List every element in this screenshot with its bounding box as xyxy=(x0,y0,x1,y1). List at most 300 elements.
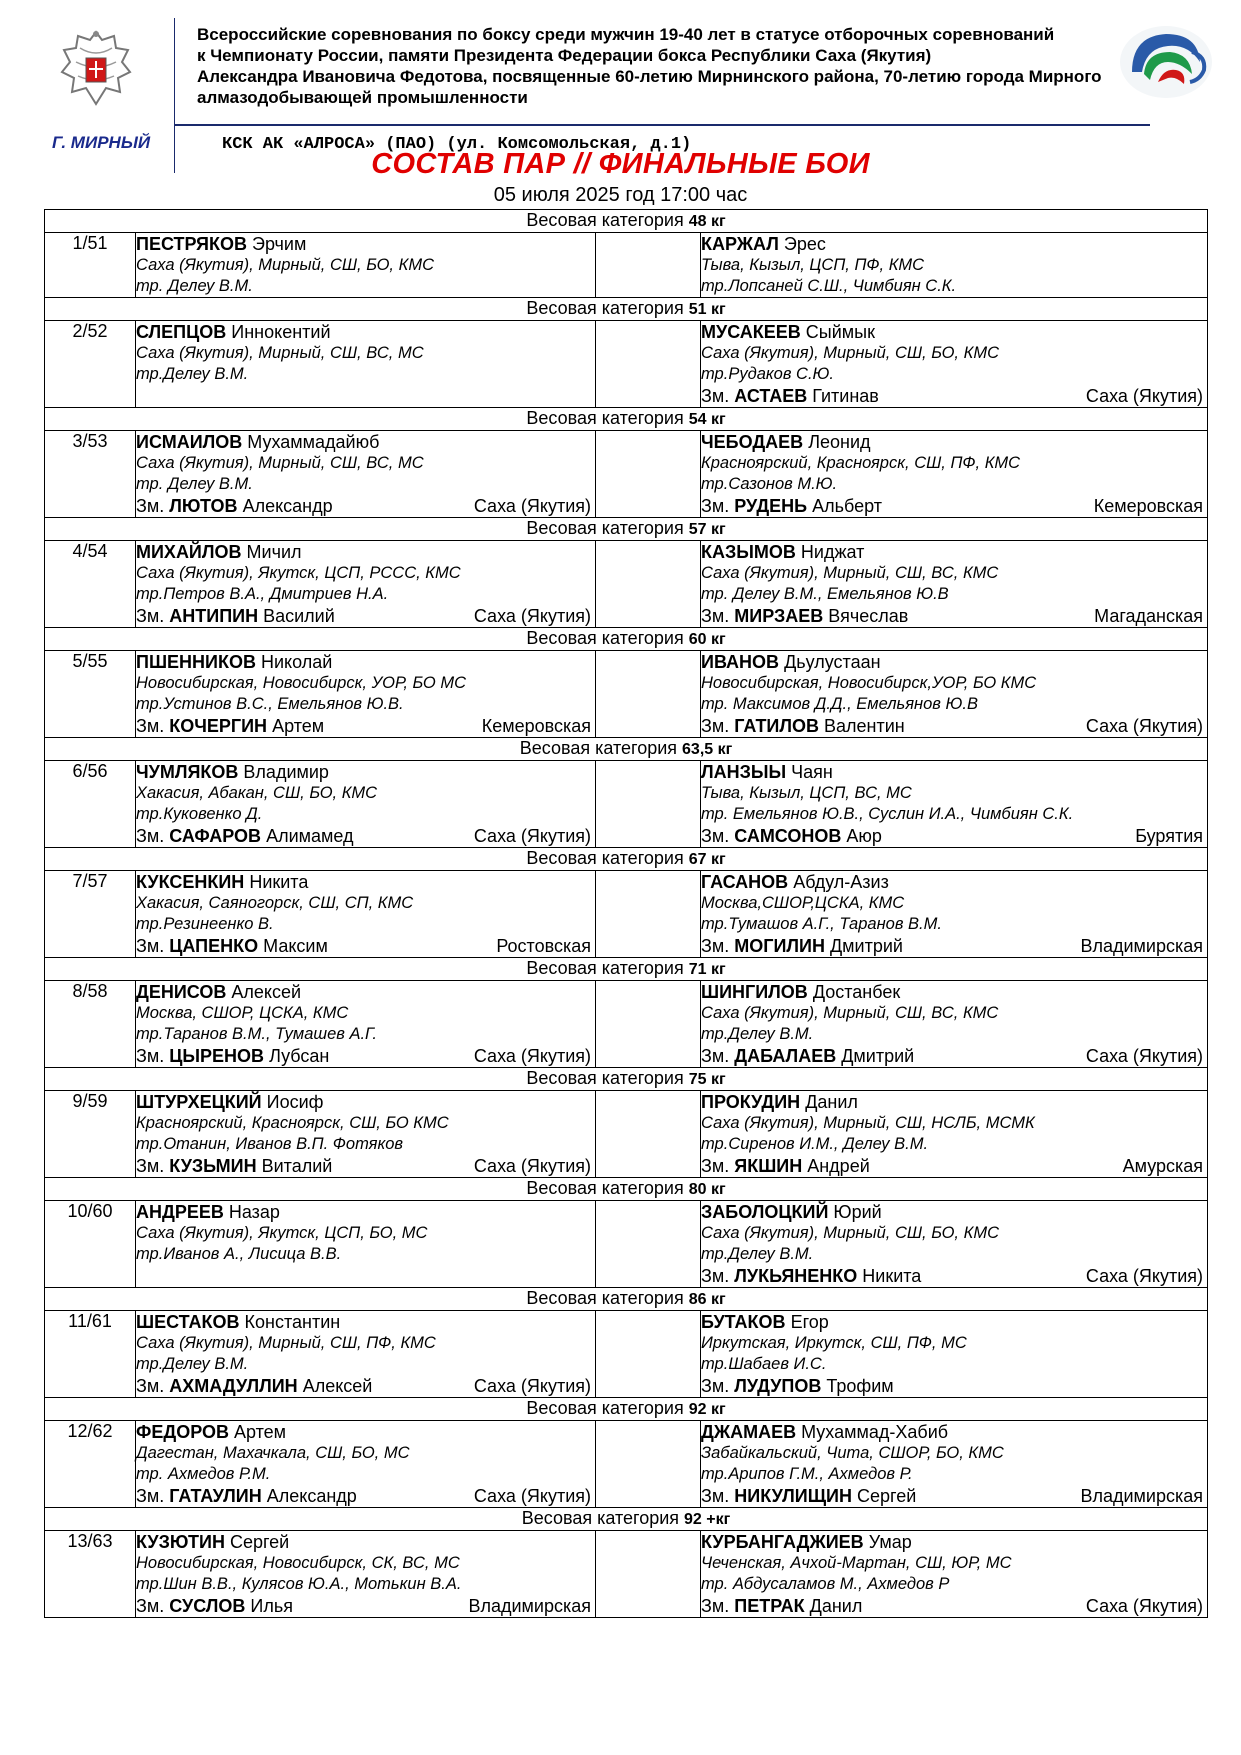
weight-category-value: 80 кг xyxy=(688,1181,726,1198)
boxer-info-line: Новосибирская, Новосибирск, УОР, БО МС xyxy=(136,674,467,692)
boxer-info-line: тр.Шин В.В., Кулясов Ю.А., Мотькин В.А. xyxy=(136,1575,462,1593)
boxer-info-line: тр. Ахмедов Р.М. xyxy=(136,1465,271,1483)
boxer-surname: МИХАЙЛОВ xyxy=(136,542,242,562)
substitute-first-name: Дмитрий xyxy=(829,936,903,956)
substitute-prefix: Зм. xyxy=(701,496,730,516)
boxer-first-name: Абдул-Азиз xyxy=(793,872,889,892)
boxer-info-line: тр.Арипов Г.М., Ахмедов Р. xyxy=(701,1465,913,1483)
boxer-first-name: Эрес xyxy=(783,234,826,254)
substitute-row xyxy=(136,495,595,517)
weight-category-label: Весовая категория xyxy=(526,958,684,978)
weight-category-value: 71 кг xyxy=(688,961,726,978)
blue-corner-cell xyxy=(701,321,1208,408)
boxer-info-line: тр.Сазонов М.Ю. xyxy=(701,475,838,493)
boxer-surname: ШИНГИЛОВ xyxy=(701,982,808,1002)
substitute-prefix: Зм. xyxy=(701,1156,730,1176)
boxer-name xyxy=(136,431,595,453)
weight-category-label: Весовая категория xyxy=(519,738,678,758)
boxer-surname: КАЗЫМОВ xyxy=(701,542,796,562)
bout-number: 10/60 xyxy=(45,1201,136,1288)
boxer-name xyxy=(701,233,1207,255)
boxer-info-line: тр. Делеу В.М. xyxy=(136,277,253,295)
boxer-name xyxy=(701,431,1207,453)
red-corner-cell xyxy=(136,1531,596,1618)
red-corner-cell xyxy=(136,321,596,408)
substitute-prefix: Зм. xyxy=(136,936,165,956)
weight-category-value: 51 кг xyxy=(688,301,726,318)
boxer-name xyxy=(136,321,595,343)
substitute-region: Саха (Якутия) xyxy=(1085,386,1204,406)
substitute-prefix: Зм. xyxy=(701,826,730,846)
result-cell xyxy=(596,1201,701,1288)
bout-number: 5/55 xyxy=(45,651,136,738)
weight-category-label: Весовая категория xyxy=(526,408,684,428)
blue-corner-cell xyxy=(701,651,1208,738)
boxer-info-line: Саха (Якутия), Мирный, СШ, ВС, КМС xyxy=(701,564,999,582)
boxer-name xyxy=(701,651,1207,673)
substitute-first-name: Альберт xyxy=(812,496,882,516)
substitute-surname: ГАТАУЛИН xyxy=(169,1486,262,1506)
boxer-info-line: Саха (Якутия), Мирный, СШ, ВС, МС xyxy=(136,344,424,362)
substitute-name xyxy=(136,1375,372,1397)
weight-category-row xyxy=(45,210,1208,233)
weight-category-label: Весовая категория xyxy=(521,1508,680,1528)
substitute-first-name: Максим xyxy=(263,936,328,956)
boxer-info-line: Саха (Якутия), Мирный, СШ, БО, КМС xyxy=(701,1224,999,1242)
red-corner-cell xyxy=(136,1201,596,1288)
boxer-first-name: Артем xyxy=(233,1422,287,1442)
boxer-info-line: тр. Делеу В.М., Емельянов Ю.В xyxy=(701,585,949,603)
red-corner-cell xyxy=(136,1421,596,1508)
boxer-first-name: Умар xyxy=(868,1532,912,1552)
boxer-name xyxy=(701,981,1207,1003)
bout-row xyxy=(45,233,1208,298)
substitute-row xyxy=(701,495,1207,517)
weight-category-value: 48 кг xyxy=(688,213,726,230)
substitute-name xyxy=(701,605,908,627)
substitute-region: Саха (Якутия) xyxy=(473,606,591,626)
boxer-info-line: Саха (Якутия), Мирный, СШ, ВС, КМС xyxy=(701,1004,999,1022)
substitute-first-name: Аюр xyxy=(846,826,882,846)
substitute-prefix: Зм. xyxy=(701,1486,730,1506)
boxer-surname: БУТАКОВ xyxy=(701,1312,786,1332)
federation-logo xyxy=(1118,22,1214,100)
substitute-name xyxy=(136,1155,332,1177)
weight-category-cell xyxy=(45,738,1208,761)
bout-number: 2/52 xyxy=(45,321,136,408)
event-datetime: 05 июля 2025 год 17:00 час xyxy=(493,184,748,206)
boxer-surname: ИВАНОВ xyxy=(701,652,780,672)
substitute-row xyxy=(136,1155,595,1177)
substitute-name xyxy=(701,715,905,737)
substitute-prefix: Зм. xyxy=(136,1486,165,1506)
boxer-info-line: тр. Абдусаламов М., Ахмедов Р xyxy=(701,1575,950,1593)
boxer-info-line: Хакасия, Абакан, СШ, БО, КМС xyxy=(136,784,378,802)
red-corner-cell xyxy=(136,871,596,958)
weight-category-cell xyxy=(45,408,1208,431)
boxer-surname: ИСМАИЛОВ xyxy=(136,432,243,452)
boxer-info-line: тр.Отанин, Иванов В.П. Фотяков xyxy=(136,1135,404,1153)
boxer-name xyxy=(136,233,595,255)
substitute-region: Владимирская xyxy=(468,1596,591,1616)
substitute-prefix: Зм. xyxy=(136,1376,165,1396)
bout-row xyxy=(45,1201,1208,1288)
substitute-name xyxy=(701,495,882,517)
boxer-info-line: Саха (Якутия), Якутск, ЦСП, БО, МС xyxy=(136,1224,428,1242)
red-corner-cell xyxy=(136,981,596,1068)
boxer-info-line: Саха (Якутия), Мирный, СШ, БО, КМС xyxy=(136,256,434,274)
substitute-surname: САФАРОВ xyxy=(169,826,262,846)
substitute-surname: АХМАДУЛЛИН xyxy=(169,1376,298,1396)
substitute-first-name: Сергей xyxy=(857,1486,917,1506)
boxer-surname: ЗАБОЛОЦКИЙ xyxy=(701,1202,829,1222)
boxer-info-line: тр.Куковенко Д. xyxy=(136,805,263,823)
bout-number: 4/54 xyxy=(45,541,136,628)
weight-category-label: Весовая категория xyxy=(526,848,684,868)
substitute-name xyxy=(701,1265,921,1287)
boxer-first-name: Сергей xyxy=(229,1532,290,1552)
boxer-info-line: тр.Тумашов А.Г., Таранов В.М. xyxy=(701,915,942,933)
competition-title-line: алмазодобывающей промышленности xyxy=(197,88,528,107)
boxer-first-name: Назар xyxy=(228,1202,280,1222)
red-corner-cell xyxy=(136,1311,596,1398)
boxer-surname: ЧУМЛЯКОВ xyxy=(136,762,239,782)
weight-category-cell xyxy=(45,210,1208,233)
weight-category-cell xyxy=(45,298,1208,321)
bout-number: 7/57 xyxy=(45,871,136,958)
boxer-first-name: Егор xyxy=(790,1312,829,1332)
boxer-info-line: Саха (Якутия), Мирный, СШ, ПФ, КМС xyxy=(136,1334,436,1352)
boxer-first-name: Ниджат xyxy=(800,542,865,562)
weight-category-cell xyxy=(45,1288,1208,1311)
weight-category-cell xyxy=(45,518,1208,541)
substitute-region: Магаданская xyxy=(1094,606,1204,626)
substitute-name xyxy=(136,1045,329,1067)
boxer-first-name: Иосиф xyxy=(266,1092,324,1112)
boxer-first-name: Юрий xyxy=(833,1202,882,1222)
substitute-name xyxy=(136,715,324,737)
header-horizontal-rule xyxy=(174,124,1150,126)
result-cell xyxy=(596,1311,701,1398)
page-title: СОСТАВ ПАР // ФИНАЛЬНЫЕ БОИ xyxy=(371,148,870,180)
weight-category-row xyxy=(45,408,1208,431)
bout-number: 6/56 xyxy=(45,761,136,848)
substitute-region: Саха (Якутия) xyxy=(473,826,591,846)
weight-category-cell xyxy=(45,1398,1208,1421)
boxer-info-line: Саха (Якутия), Якутск, ЦСП, РССС, КМС xyxy=(136,564,461,582)
substitute-name xyxy=(136,605,335,627)
substitute-row xyxy=(701,1155,1207,1177)
competition-title-line: Александра Ивановича Федотова, посвященные 60-летию Мирнинского района, 70-летию города Мирного xyxy=(197,67,1102,86)
boxer-info-line: тр. Емельянов Ю.В., Суслин И.А., Чимбиян С.К. xyxy=(701,805,1074,823)
substitute-region: Саха (Якутия) xyxy=(1085,1596,1204,1616)
substitute-name xyxy=(701,1045,914,1067)
boxer-info-line: Тыва, Кызыл, ЦСП, ВС, МС xyxy=(701,784,912,802)
bout-row xyxy=(45,431,1208,518)
substitute-name xyxy=(701,935,903,957)
weight-category-label: Весовая категория xyxy=(526,298,684,318)
boxer-info-line: тр.Петров В.А., Дмитриев Н.А. xyxy=(136,585,389,603)
weight-category-cell xyxy=(45,1508,1208,1531)
substitute-region: Кемеровская xyxy=(1093,496,1204,516)
substitute-surname: МИРЗАЕВ xyxy=(734,606,824,626)
boxer-info-line: тр.Рудаков С.Ю. xyxy=(701,365,834,383)
coat-of-arms-emblem xyxy=(58,28,134,112)
bout-row xyxy=(45,1311,1208,1398)
boxer-first-name: Леонид xyxy=(808,432,871,452)
substitute-first-name: Артем xyxy=(272,716,325,736)
substitute-first-name: Алимамед xyxy=(266,826,354,846)
substitute-name xyxy=(136,825,354,847)
boxer-info-line: тр.Делеу В.М. xyxy=(136,365,249,383)
blue-corner-cell xyxy=(701,541,1208,628)
boxer-name xyxy=(136,981,595,1003)
substitute-region xyxy=(1203,1375,1207,1397)
weight-category-row xyxy=(45,1398,1208,1421)
boxer-first-name: Чаян xyxy=(791,762,833,782)
weight-category-value: 75 кг xyxy=(688,1071,726,1088)
substitute-surname: АСТАЕВ xyxy=(734,386,808,406)
result-cell xyxy=(596,1531,701,1618)
substitute-name xyxy=(701,1155,870,1177)
bout-number: 12/62 xyxy=(45,1421,136,1508)
weight-category-value: 63,5 кг xyxy=(682,741,733,758)
boxer-surname: КУКСЕНКИН xyxy=(136,872,245,892)
boxer-name xyxy=(701,1311,1207,1333)
boxer-name xyxy=(136,541,595,563)
result-cell xyxy=(596,651,701,738)
substitute-first-name: Валентин xyxy=(824,716,905,736)
boxer-info-line: тр.Делеу В.М. xyxy=(136,1355,249,1373)
result-cell xyxy=(596,233,701,298)
substitute-first-name: Гитинав xyxy=(812,386,879,406)
boxer-info-line: Новосибирская, Новосибирск, СК, ВС, МС xyxy=(136,1554,460,1572)
substitute-row xyxy=(136,1485,595,1507)
weight-category-row xyxy=(45,738,1208,761)
weight-category-value: 60 кг xyxy=(688,631,726,648)
substitute-name xyxy=(701,825,882,847)
boxer-name xyxy=(701,541,1207,563)
boxer-first-name: Дьулустаан xyxy=(784,652,881,672)
substitute-prefix: Зм. xyxy=(701,386,730,406)
substitute-surname: РУДЕНЬ xyxy=(734,496,808,516)
substitute-prefix: Зм. xyxy=(701,1046,730,1066)
substitute-row xyxy=(136,605,595,627)
substitute-region: Саха (Якутия) xyxy=(473,1156,591,1176)
substitute-name xyxy=(136,1485,357,1507)
boxer-info-line: Тыва, Кызыл, ЦСП, ПФ, КМС xyxy=(701,256,925,274)
substitute-region: Саха (Якутия) xyxy=(473,496,591,516)
weight-category-cell xyxy=(45,848,1208,871)
bout-number: 11/61 xyxy=(45,1311,136,1398)
weight-category-row xyxy=(45,518,1208,541)
weight-category-value: 67 кг xyxy=(688,851,726,868)
boxer-info-line: Саха (Якутия), Мирный, СШ, БО, КМС xyxy=(701,344,999,362)
weight-category-row xyxy=(45,1288,1208,1311)
boxer-info-line: Саха (Якутия), Мирный, СШ, НСЛБ, МСМК xyxy=(701,1114,1035,1132)
substitute-prefix: Зм. xyxy=(136,496,165,516)
boxer-surname: ШЕСТАКОВ xyxy=(136,1312,240,1332)
red-corner-cell xyxy=(136,541,596,628)
bout-row xyxy=(45,541,1208,628)
substitute-region: Кемеровская xyxy=(481,716,591,736)
red-corner-cell xyxy=(136,761,596,848)
substitute-region: Владимирская xyxy=(1080,936,1204,956)
red-corner-cell xyxy=(136,1091,596,1178)
boxer-first-name: Никита xyxy=(249,872,309,892)
substitute-first-name: Виталий xyxy=(261,1156,333,1176)
weight-category-label: Весовая категория xyxy=(526,1178,684,1198)
substitute-prefix: Зм. xyxy=(701,936,730,956)
substitute-row xyxy=(701,385,1207,407)
result-cell xyxy=(596,1091,701,1178)
boxer-info-line: тр.Иванов А., Лисица В.В. xyxy=(136,1245,342,1263)
boxer-surname: ДЖАМАЕВ xyxy=(701,1422,797,1442)
substitute-prefix: Зм. xyxy=(701,716,730,736)
boxer-first-name: Мичил xyxy=(246,542,302,562)
boxer-surname: СЛЕПЦОВ xyxy=(136,322,227,342)
weight-category-label: Весовая категория xyxy=(526,1398,684,1418)
substitute-prefix: Зм. xyxy=(701,606,730,626)
substitute-row xyxy=(701,825,1207,847)
substitute-region: Саха (Якутия) xyxy=(1085,1046,1204,1066)
weight-category-row xyxy=(45,298,1208,321)
boxer-surname: ПЕСТРЯКОВ xyxy=(136,234,247,254)
boxer-info-line: Москва,СШОР,ЦСКА, КМС xyxy=(701,894,905,912)
substitute-first-name: Никита xyxy=(862,1266,922,1286)
boxer-first-name: Данил xyxy=(805,1092,858,1112)
substitute-surname: АНТИПИН xyxy=(169,606,259,626)
blue-corner-cell xyxy=(701,1421,1208,1508)
substitute-prefix: Зм. xyxy=(136,606,165,626)
boxer-surname: ШТУРХЕЦКИЙ xyxy=(136,1092,262,1112)
substitute-name xyxy=(136,495,333,517)
substitute-first-name: Илья xyxy=(250,1596,293,1616)
weight-category-row xyxy=(45,1178,1208,1201)
bout-row xyxy=(45,1531,1208,1618)
substitute-first-name: Андрей xyxy=(807,1156,870,1176)
boxer-info-line: тр.Устинов В.С., Емельянов Ю.В. xyxy=(136,695,404,713)
blue-corner-cell xyxy=(701,981,1208,1068)
substitute-surname: ЛЮТОВ xyxy=(169,496,238,516)
boxer-name xyxy=(701,761,1207,783)
substitute-prefix: Зм. xyxy=(136,716,165,736)
weight-category-cell xyxy=(45,1178,1208,1201)
city-label: Г. МИРНЫЙ xyxy=(52,133,151,152)
substitute-surname: САМСОНОВ xyxy=(734,826,842,846)
boxer-surname: ГАСАНОВ xyxy=(701,872,789,892)
boxer-surname: ДЕНИСОВ xyxy=(136,982,227,1002)
bout-row xyxy=(45,1421,1208,1508)
substitute-row xyxy=(701,1485,1207,1507)
boxer-surname: МУСАКЕЕВ xyxy=(701,322,801,342)
boxer-first-name: Иннокентий xyxy=(231,322,331,342)
boxer-name xyxy=(136,1531,595,1553)
substitute-name xyxy=(136,935,328,957)
boxer-info-line: Новосибирская, Новосибирск,УОР, БО КМС xyxy=(701,674,1037,692)
boxer-name xyxy=(701,1531,1207,1553)
substitute-region: Саха (Якутия) xyxy=(473,1376,591,1396)
boxer-name xyxy=(136,761,595,783)
venue-label: КСК АК «АЛРОСА» (ПАО) (ул. Комсомольская, д.1) xyxy=(222,135,692,154)
boxer-info-line: Красноярский, Красноярск, СШ, БО КМС xyxy=(136,1114,449,1132)
boxer-first-name: Мухаммадайюб xyxy=(247,432,380,452)
boxer-first-name: Мухаммад-Хабиб xyxy=(801,1422,949,1442)
substitute-first-name: Дмитрий xyxy=(841,1046,915,1066)
boxer-info-line: Саха (Якутия), Мирный, СШ, ВС, МС xyxy=(136,454,424,472)
substitute-surname: ЛУДУПОВ xyxy=(734,1376,822,1396)
boxer-surname: АНДРЕЕВ xyxy=(136,1202,224,1222)
blue-corner-cell xyxy=(701,871,1208,958)
boxer-first-name: Алексей xyxy=(231,982,302,1002)
blue-corner-cell xyxy=(701,1201,1208,1288)
boxer-info-line: Иркутская, Иркутск, СШ, ПФ, МС xyxy=(701,1334,967,1352)
red-corner-cell xyxy=(136,431,596,518)
boxer-info-line: Хакасия, Саяногорск, СШ, СП, КМС xyxy=(136,894,414,912)
boxer-name xyxy=(701,1201,1207,1223)
result-cell xyxy=(596,431,701,518)
boxer-surname: ПШЕННИКОВ xyxy=(136,652,256,672)
boxer-name xyxy=(701,871,1207,893)
bout-number: 13/63 xyxy=(45,1531,136,1618)
competition-title xyxy=(197,24,1127,108)
substitute-region: Саха (Якутия) xyxy=(473,1486,591,1506)
substitute-region: Амурская xyxy=(1122,1156,1204,1176)
red-corner-cell xyxy=(136,233,596,298)
substitute-first-name: Вячеслав xyxy=(828,606,909,626)
weight-category-row xyxy=(45,958,1208,981)
weight-category-cell xyxy=(45,958,1208,981)
substitute-row xyxy=(136,1595,595,1617)
bout-number: 1/51 xyxy=(45,233,136,298)
competition-title-line: Всероссийские соревнования по боксу среди мужчин 19-40 лет в статусе отборочных соревнований xyxy=(197,25,1055,44)
substitute-region: Саха (Якутия) xyxy=(1085,1266,1204,1286)
bout-row xyxy=(45,871,1208,958)
substitute-prefix: Зм. xyxy=(136,1596,165,1616)
substitute-prefix: Зм. xyxy=(136,826,165,846)
substitute-first-name: Александр xyxy=(266,1486,357,1506)
substitute-name xyxy=(136,1595,293,1617)
boxer-info-line: тр.Делеу В.М. xyxy=(701,1025,814,1043)
weight-category-value: 54 кг xyxy=(688,411,726,428)
substitute-first-name: Александр xyxy=(242,496,333,516)
boxer-info-line: тр. Делеу В.М. xyxy=(136,475,253,493)
boxer-info-line: тр.Лопсаней С.Ш., Чимбиян С.К. xyxy=(701,277,957,295)
result-cell xyxy=(596,761,701,848)
weight-category-cell xyxy=(45,1068,1208,1091)
weight-category-row xyxy=(45,628,1208,651)
substitute-region: Саха (Якутия) xyxy=(1085,716,1204,736)
boxer-info-line: тр.Делеу В.М. xyxy=(701,1245,814,1263)
bout-row xyxy=(45,981,1208,1068)
substitute-first-name: Данил xyxy=(809,1596,863,1616)
substitute-surname: ПЕТРАК xyxy=(734,1596,805,1616)
substitute-surname: СУСЛОВ xyxy=(169,1596,246,1616)
weight-category-value: 57 кг xyxy=(688,521,726,538)
substitute-name xyxy=(701,1375,894,1397)
substitute-prefix: Зм. xyxy=(701,1376,730,1396)
substitute-surname: ГАТИЛОВ xyxy=(734,716,820,736)
substitute-surname: КОЧЕРГИН xyxy=(169,716,268,736)
boxer-surname: ПРОКУДИН xyxy=(701,1092,801,1112)
substitute-row xyxy=(701,1595,1207,1617)
bout-number: 3/53 xyxy=(45,431,136,518)
substitute-name xyxy=(701,1485,916,1507)
boxer-name xyxy=(136,1201,595,1223)
bout-row xyxy=(45,651,1208,738)
substitute-region: Владимирская xyxy=(1080,1486,1204,1506)
boxer-first-name: Николай xyxy=(260,652,333,672)
